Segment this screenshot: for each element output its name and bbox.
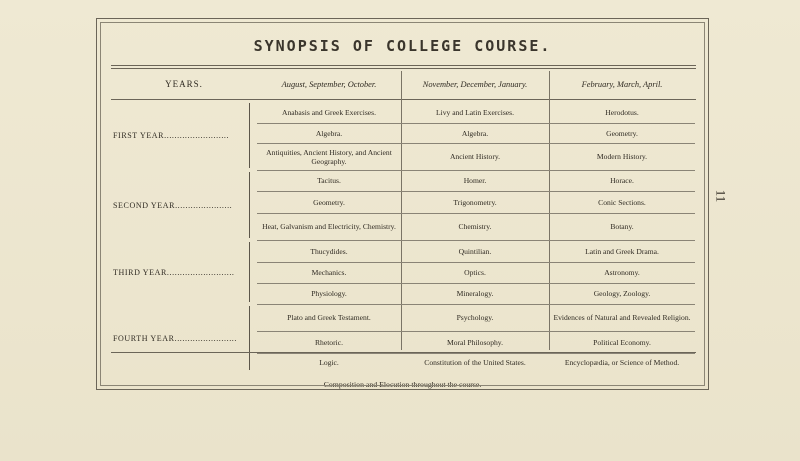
course-cell: Mineralogy.	[456, 289, 494, 298]
course-cell: Optics.	[464, 268, 486, 277]
course-cell: Mechanics.	[311, 268, 347, 277]
course-cell: Constitution of the United States.	[424, 358, 526, 367]
header-rule	[111, 99, 696, 100]
column-divider-2	[549, 71, 550, 350]
course-cell: Algebra.	[315, 128, 343, 138]
course-cell: Livy and Latin Exercises.	[435, 107, 515, 117]
title-rule-top	[111, 65, 696, 66]
course-cell: Physiology.	[311, 289, 347, 298]
course-cell: Ancient History.	[449, 152, 501, 161]
row-divider	[257, 262, 695, 263]
bottom-rule	[111, 352, 696, 353]
footer-note: Composition and Elocution throughout the course.	[323, 380, 482, 389]
course-cell: Botany.	[610, 222, 634, 231]
course-cell: Geology, Zoology.	[593, 289, 651, 298]
course-cell: Logic.	[319, 358, 339, 367]
row-divider	[257, 213, 695, 214]
column-divider-1	[401, 71, 402, 350]
course-cell: Quintilian.	[458, 246, 492, 256]
header-autumn: August, September, October.	[281, 79, 377, 89]
year-label-fourth: FOURTH YEAR........................	[113, 333, 238, 343]
course-cell: Rhetoric.	[314, 337, 344, 347]
course-cell: Latin and Greek Drama.	[585, 246, 659, 256]
row-divider	[257, 240, 695, 241]
course-cell: Modern History.	[596, 152, 648, 161]
course-cell: Plato and Greek Testament.	[287, 313, 371, 322]
course-cell: Moral Philosophy.	[446, 337, 504, 347]
year-brace-fourth	[249, 306, 256, 370]
course-cell: Antiquities, Ancient History, and Ancient Geography.	[266, 147, 392, 166]
row-divider	[257, 283, 695, 284]
course-cell: Evidences of Natural and Revealed Religion.	[553, 313, 691, 322]
course-cell: Chemistry.	[458, 222, 492, 231]
course-cell: Conic Sections.	[598, 197, 646, 207]
year-brace-second	[249, 172, 256, 238]
row-divider	[257, 191, 695, 192]
row-divider	[257, 170, 695, 171]
course-cell: Tacitus.	[317, 176, 341, 185]
header-spring: February, March, April.	[581, 79, 663, 89]
course-cell: Anabasis and Greek Exercises.	[281, 107, 377, 117]
course-cell: Trigonometry.	[453, 197, 497, 207]
course-cell: Homer.	[463, 176, 487, 185]
row-divider	[257, 331, 695, 332]
course-cell: Heat, Galvanism and Electricity, Chemistry.	[262, 222, 396, 231]
course-cell: Herodotus.	[605, 107, 639, 117]
header-winter: November, December, January.	[422, 79, 528, 89]
course-cell: Psychology.	[456, 313, 494, 322]
row-divider	[257, 123, 695, 124]
title-rule-top-2	[111, 68, 696, 69]
row-divider	[257, 143, 695, 144]
course-cell: Geometry.	[606, 128, 638, 138]
header-years: YEARS.	[165, 78, 203, 89]
table-frame	[96, 18, 709, 390]
year-brace-third	[249, 242, 256, 302]
course-cell: Horace.	[610, 176, 634, 185]
year-label-third: THIRD YEAR..........................	[113, 267, 235, 277]
course-cell: Thucydides.	[310, 246, 348, 256]
page-title: SYNOPSIS OF COLLEGE COURSE.	[253, 37, 552, 55]
course-cell: Astronomy.	[604, 268, 640, 277]
course-cell: Geometry.	[313, 197, 345, 207]
row-divider	[257, 304, 695, 305]
row-divider	[257, 353, 695, 354]
course-cell: Political Economy.	[593, 337, 651, 347]
course-cell: Algebra.	[461, 128, 489, 138]
page-number: 11	[713, 189, 729, 203]
year-label-first: FIRST YEAR.........................	[113, 131, 230, 140]
course-cell: Encyclopædia, or Science of Method.	[564, 358, 680, 367]
year-brace-first	[249, 103, 256, 168]
year-label-second: SECOND YEAR......................	[113, 200, 233, 210]
